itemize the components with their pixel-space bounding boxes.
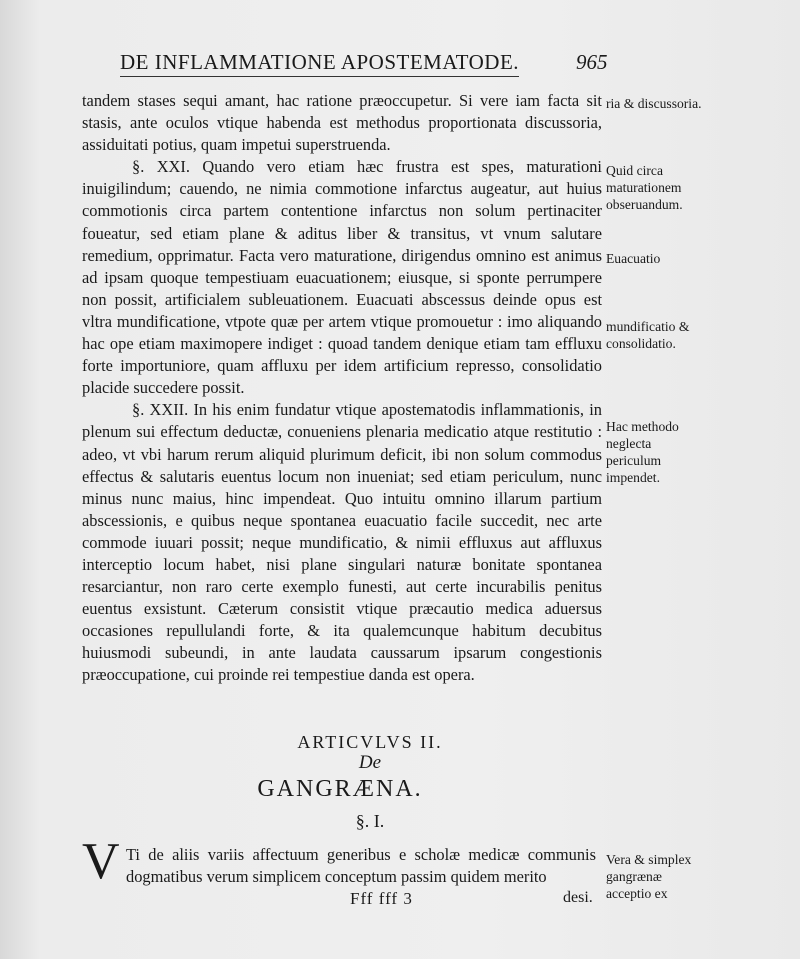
margin-note-mundification: mundificatio & consolidatio. [606, 319, 690, 351]
paragraph-section-22: §. XXII. In his enim fundatur vtique apostematodis inflammationis, in plenum sui effectum deductæ, conueniens plenaria medicatio atque restitutio : adeo, vt vbi harum rerum aliquid plurimum deficit, ibi non solum commodus effectus & salutaris euentus locum non inueniat; sed etiam periculum, nunc minus nunc maius, hinc impendeat. Quo intuitu omnino illarum partium abscessionis, e quibus neque spontanea euacuatio facile succedit, nec arte commode iuuari possit; neque mundificatio, & nimii effluxus aut affluxus interceptio locum habet, nisi plane singulari naturæ bonitate spontanea resarciantur, non raro certe exemplo funesti, aut certe incurabilis penitus euentus exsistunt. Cæterum consistit vtique præcautio medica aduersus occasiones repullulandi forte, & ita qualemcunque habitum decubitus huiusmodi subeundi, in ante laudata caussarum ipsarum congestionis præoccupatione, cui proinde rei tempestiue danda est opera. [82, 400, 602, 685]
paragraph-section-21: §. XXI. Quando vero etiam hæc frustra est spes, maturationi inuigilindum; cauendo, ne nimia commotione infarctus augeatur, aut huius commotionis circa partem contentione infarctus non solum pertinaciter foueatur, sed etiam plane & aditus liber & transitus, vt vnum salutare remedium, opprimatur. Facta vero maturatione, dirigendus omnino est animus ad ipsam quoque tempestiuam euacuationem; eiusque, si sponte perrumpere non possit, artificialem subleuationem. Euacuati abscessus deinde opus est vltra mundificatione, vtpote quæ per artem vtique promouetur : imo aliquando hac ope etiam maximopere indiget : quoad tandem denique etiam tam effluxu forte importuniore, quam affluxu per idem artificium represso, consolidatio placide succedere possit. [82, 157, 602, 398]
running-title: DE INFLAMMATIONE APOSTEMATODE. [120, 50, 519, 77]
article-heading: ARTICVLVS II. [297, 732, 443, 752]
signature-mark: Fff fff 3 [350, 889, 413, 908]
margin-note-gangrene: Vera & simplex gangrænæ acceptio ex [606, 852, 692, 901]
section-number: §. I. [355, 811, 385, 831]
paragraph-continuation: tandem stases sequi amant, hac ratione præoccupetur. Si vere iam facta sit stasis, ante oculos vtique habenda est methodus proportionata discussoria, assiduitati potius, quam impetui superstruenda. [82, 91, 602, 155]
drop-cap-letter: V [82, 833, 120, 890]
margin-note-maturation: Quid circa maturationem obseruandum. [606, 163, 683, 212]
article-subheading: De [358, 752, 382, 773]
page-header [120, 50, 720, 80]
margin-note-evacuation: Euacuatio [606, 251, 661, 266]
margin-note-danger: Hac methodo neglecta periculum impendet. [606, 419, 679, 485]
opening-paragraph: Ti de aliis variis affectuum generibus e scholæ medicæ communis dogmatibus verum simplicem conceptum passim quidem merito [126, 845, 596, 886]
page-number: 965 [576, 50, 608, 74]
margin-note-discussoria: ria & discussoria. [606, 96, 702, 111]
main-text [82, 90, 602, 687]
article-title: GANGRÆNA. [257, 776, 423, 802]
catchword: desi. [563, 889, 593, 906]
